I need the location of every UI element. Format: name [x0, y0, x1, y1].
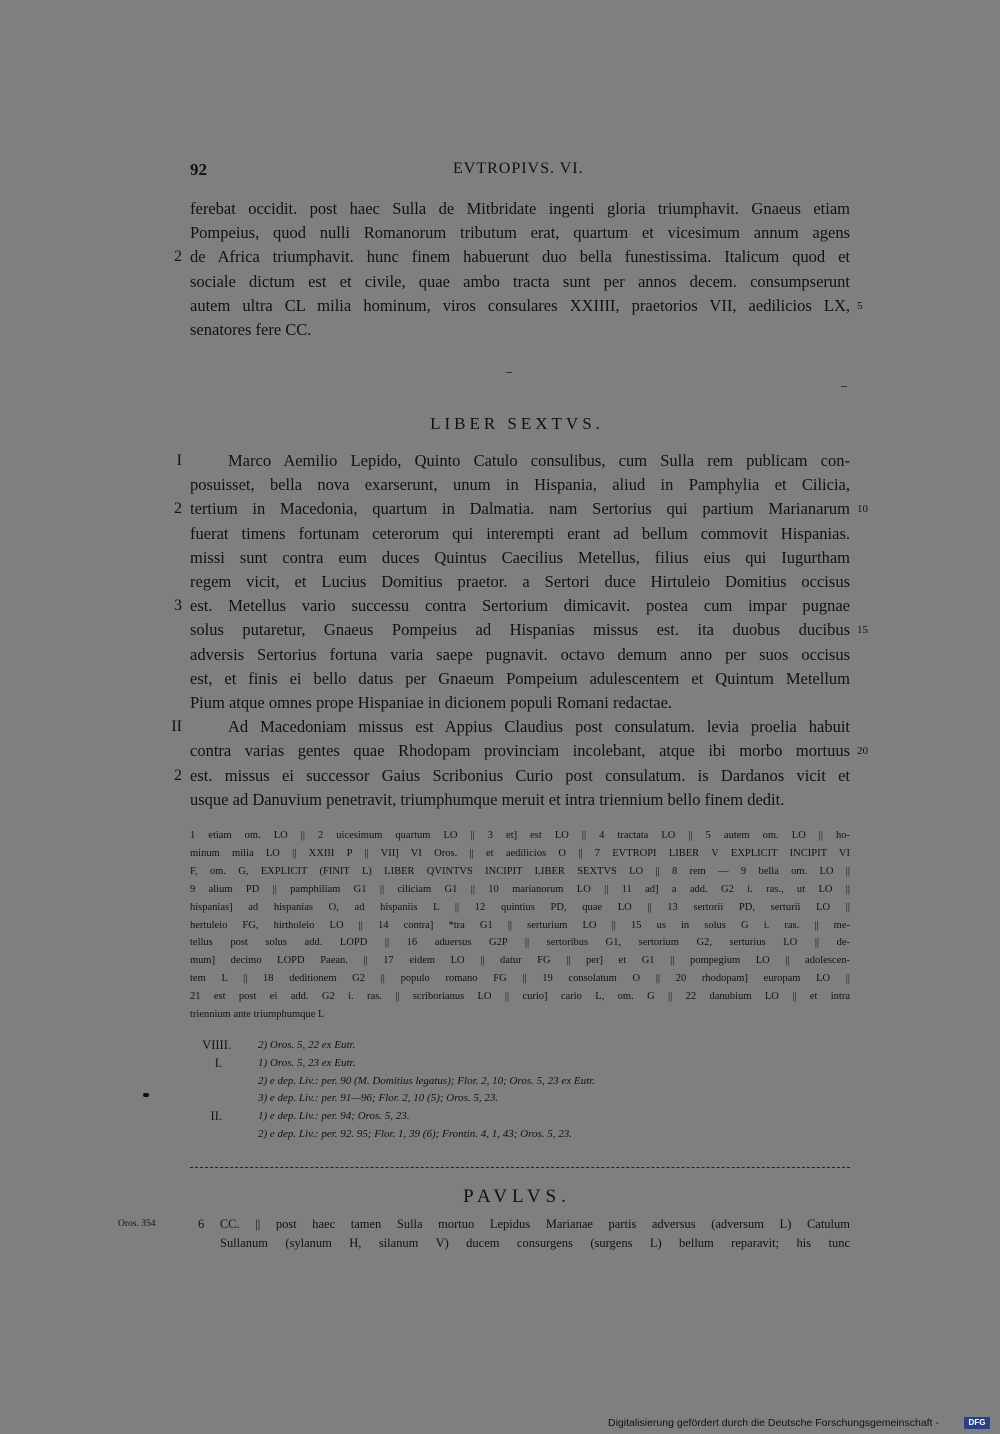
apparatus-line: hertuleio FG, hirtholeio LO || 14 contra] *tra G1 || serturium LO || 15 us in solus G i. ras. || me-: [190, 919, 850, 931]
source-label: II.: [210, 1109, 222, 1124]
source-note: 2) e dep. Liv.: per. 92. 95; Flor. 1, 39 (6); Frontin. 4, 1, 43; Oros. 5, 23.: [258, 1128, 572, 1140]
text-line: missi sunt contra eum duces Quintus Caecilius Metellus, filius eius qui Iugurtham: [190, 547, 850, 567]
source-note: 1) e dep. Liv.: per. 94; Oros. 5, 23.: [258, 1110, 410, 1123]
chapter-number: II: [171, 718, 182, 736]
text-line: adversis Sertorius fortuna varia saepe pugnavit. octavo demum anno per suos occisus: [190, 644, 850, 664]
apparatus-line: hispanias] ad hispanias O, ad hispaniis L || 12 quintius PD, quae LO || 13 sertorii PD, serturii LO ||: [190, 901, 850, 913]
text-line: est. missus ei successor Gaius Scribonius Curio post consulatum. is Dardanos vicit et: [190, 765, 850, 785]
source-label: I.: [214, 1055, 222, 1070]
chapter-number: 2: [174, 248, 182, 266]
text-line: Pium atque omnes prope Hispaniae in dicionem populi Romani redactae.: [190, 693, 673, 712]
divider-mark: [506, 372, 512, 373]
text-line: posuisset, bella nova exarserunt, unum in Hispania, aliud in Pamphylia et Cilicia,: [190, 475, 850, 495]
funding-footer: Digitalisierung gefördert durch die Deutsche Forschungsgemeinschaft -: [608, 1417, 939, 1429]
text-line: fuerat timens fortunam ceterorum qui interempti erant ad bellum commovit Hispanias.: [190, 523, 850, 543]
apparatus-line: 1 etiam om. LO || 2 uicesimum quartum LO || 3 et] est LO || 4 tractata LO || 5 autem om. LO || ho-: [190, 830, 850, 841]
line-number: 5: [857, 299, 863, 312]
text-line: senatores fere CC.: [190, 320, 312, 339]
apparatus-line: 21 est post ei add. G2 i. ras. || scriborianus LO || curio] cario L, om. G || 22 danubium LO || et intra: [190, 991, 850, 1003]
text-line: usque ad Danuvium penetravit, triumphumque meruit et intra triennium bello finem dedit.: [190, 789, 785, 809]
text-line: tertium in Macedonia, quartum in Dalmatia. nam Sertorius qui partium Marianarum: [190, 499, 850, 519]
line-number: 10: [857, 503, 868, 516]
paulus-line: 6 CC. || post haec tamen Sulla mortuo Lepidus Marianae partis adversus (adversum L) Catulum: [198, 1217, 850, 1231]
text-line: sociale dictum est et civile, quae ambo tracta sunt per annos decem. consumpserunt: [190, 271, 850, 291]
apparatus-line: triennium ante triumphumque L: [190, 1009, 325, 1020]
text-line: est, et finis ei bello datus per Gnaeum Pompeium adulescentem et Quintum Metellum: [190, 668, 850, 688]
text-line: contra varias gentes quae Rhodopam provinciam incolebant, atque ibi morbo mortuus: [190, 741, 850, 761]
apparatus-line: tem L || 18 deditionem G2 || populo romano FG || 19 consolatum O || 20 rhodopam] europam LO ||: [190, 973, 850, 985]
chapter-number: I: [176, 452, 182, 469]
source-note: 2) Oros. 5, 22 ex Eutr.: [258, 1039, 356, 1051]
text-line: ferebat occidit. post haec Sulla de Mitbridate ingenti gloria triumphavit. Gnaeus etiam: [190, 199, 850, 218]
chapter-number: 2: [174, 766, 182, 784]
chapter-number: 3: [174, 597, 182, 615]
paulus-title: PAVLVS.: [463, 1186, 571, 1207]
chapter-number: 2: [174, 500, 182, 518]
margin-dot: [143, 1093, 149, 1097]
text-line: Pompeius, quod nulli Romanorum tributum erat, quartum et vicesimum annum agens: [190, 223, 850, 243]
text-line: solus putaretur, Gnaeus Pompeius ad Hispanias missus est. ita duobus ducibus: [190, 620, 850, 640]
divider-mark: [841, 386, 847, 387]
book-title: LIBER SEXTVS.: [430, 414, 604, 433]
source-note: 2) e dep. Liv.: per. 90 (M. Domitius legatus); Flor. 2, 10; Oros. 5, 23 ex Eutr.: [258, 1074, 595, 1087]
text-line: Marco Aemilio Lepido, Quinto Catulo consulibus, cum Sulla rem publicam con-: [228, 451, 850, 470]
dfg-logo: DFG: [964, 1417, 990, 1429]
section-rule: [190, 1167, 850, 1168]
text-line: regem vicit, et Lucius Domitius praetor. a Sertori duce Hirtuleio Domitius occisus: [190, 572, 850, 591]
apparatus-line: mum] decimo LOPD Paean. || 17 eidem LO || datur FG || per] et G1 || pompegium LO || adolescen-: [190, 955, 850, 967]
line-number: 15: [857, 624, 868, 637]
text-line: autem ultra CL milia hominum, viros consulares XXIIII, praetorios VII, aedilicios LX,: [190, 295, 850, 315]
source-note: 3) e dep. Liv.: per. 91—96; Flor. 2, 10 (5); Oros. 5, 23.: [258, 1092, 499, 1105]
line-number: 20: [857, 745, 868, 758]
text-line: Ad Macedoniam missus est Appius Claudius post consulatum. levia proelia habuit: [228, 717, 850, 737]
apparatus-line: tellus post solus add. LOPD || 16 aduersus G2P || sertoribus G1, sertorium G2, serturius LO || de-: [190, 937, 850, 949]
apparatus-line: 9 alium PD || pamphiliam G1 || ciliciam G1 || 10 marianorum LO || 11 ad] a add. G2 i. ras., ut LO ||: [190, 883, 850, 895]
paulus-line: Sullanum (sylanum H, silanum V) ducem consurgens (surgens L) bellum reparavit; his tunc: [220, 1235, 850, 1250]
apparatus-line: F, om. G, EXPLICIT (FINIT L) LIBER QVINTVS INCIPIT LIBER SEXTVS LO || 8 rem — 9 bella om. LO ||: [190, 865, 850, 877]
source-label: VIIII.: [202, 1038, 231, 1052]
source-note: 1) Oros. 5, 23 ex Eutr.: [258, 1056, 356, 1069]
text-line: est. Metellus vario successu contra Sertorium dimicavit. postea cum impar pugnae: [190, 596, 850, 616]
running-title: EVTROPIVS. VI.: [453, 160, 584, 177]
apparatus-line: minum milia LO || XXIII P || VII] VI Oros. || et aedilicios O || 7 EVTROPI LIBER V EXPLICIT INCIPIT VI: [190, 847, 850, 859]
page-number: 92: [190, 160, 207, 179]
paulus-source-label: Oros. 354: [118, 1219, 156, 1229]
text-line: de Africa triumphavit. hunc finem habuerunt duo bella funestissima. Italicum quod et: [190, 247, 850, 267]
